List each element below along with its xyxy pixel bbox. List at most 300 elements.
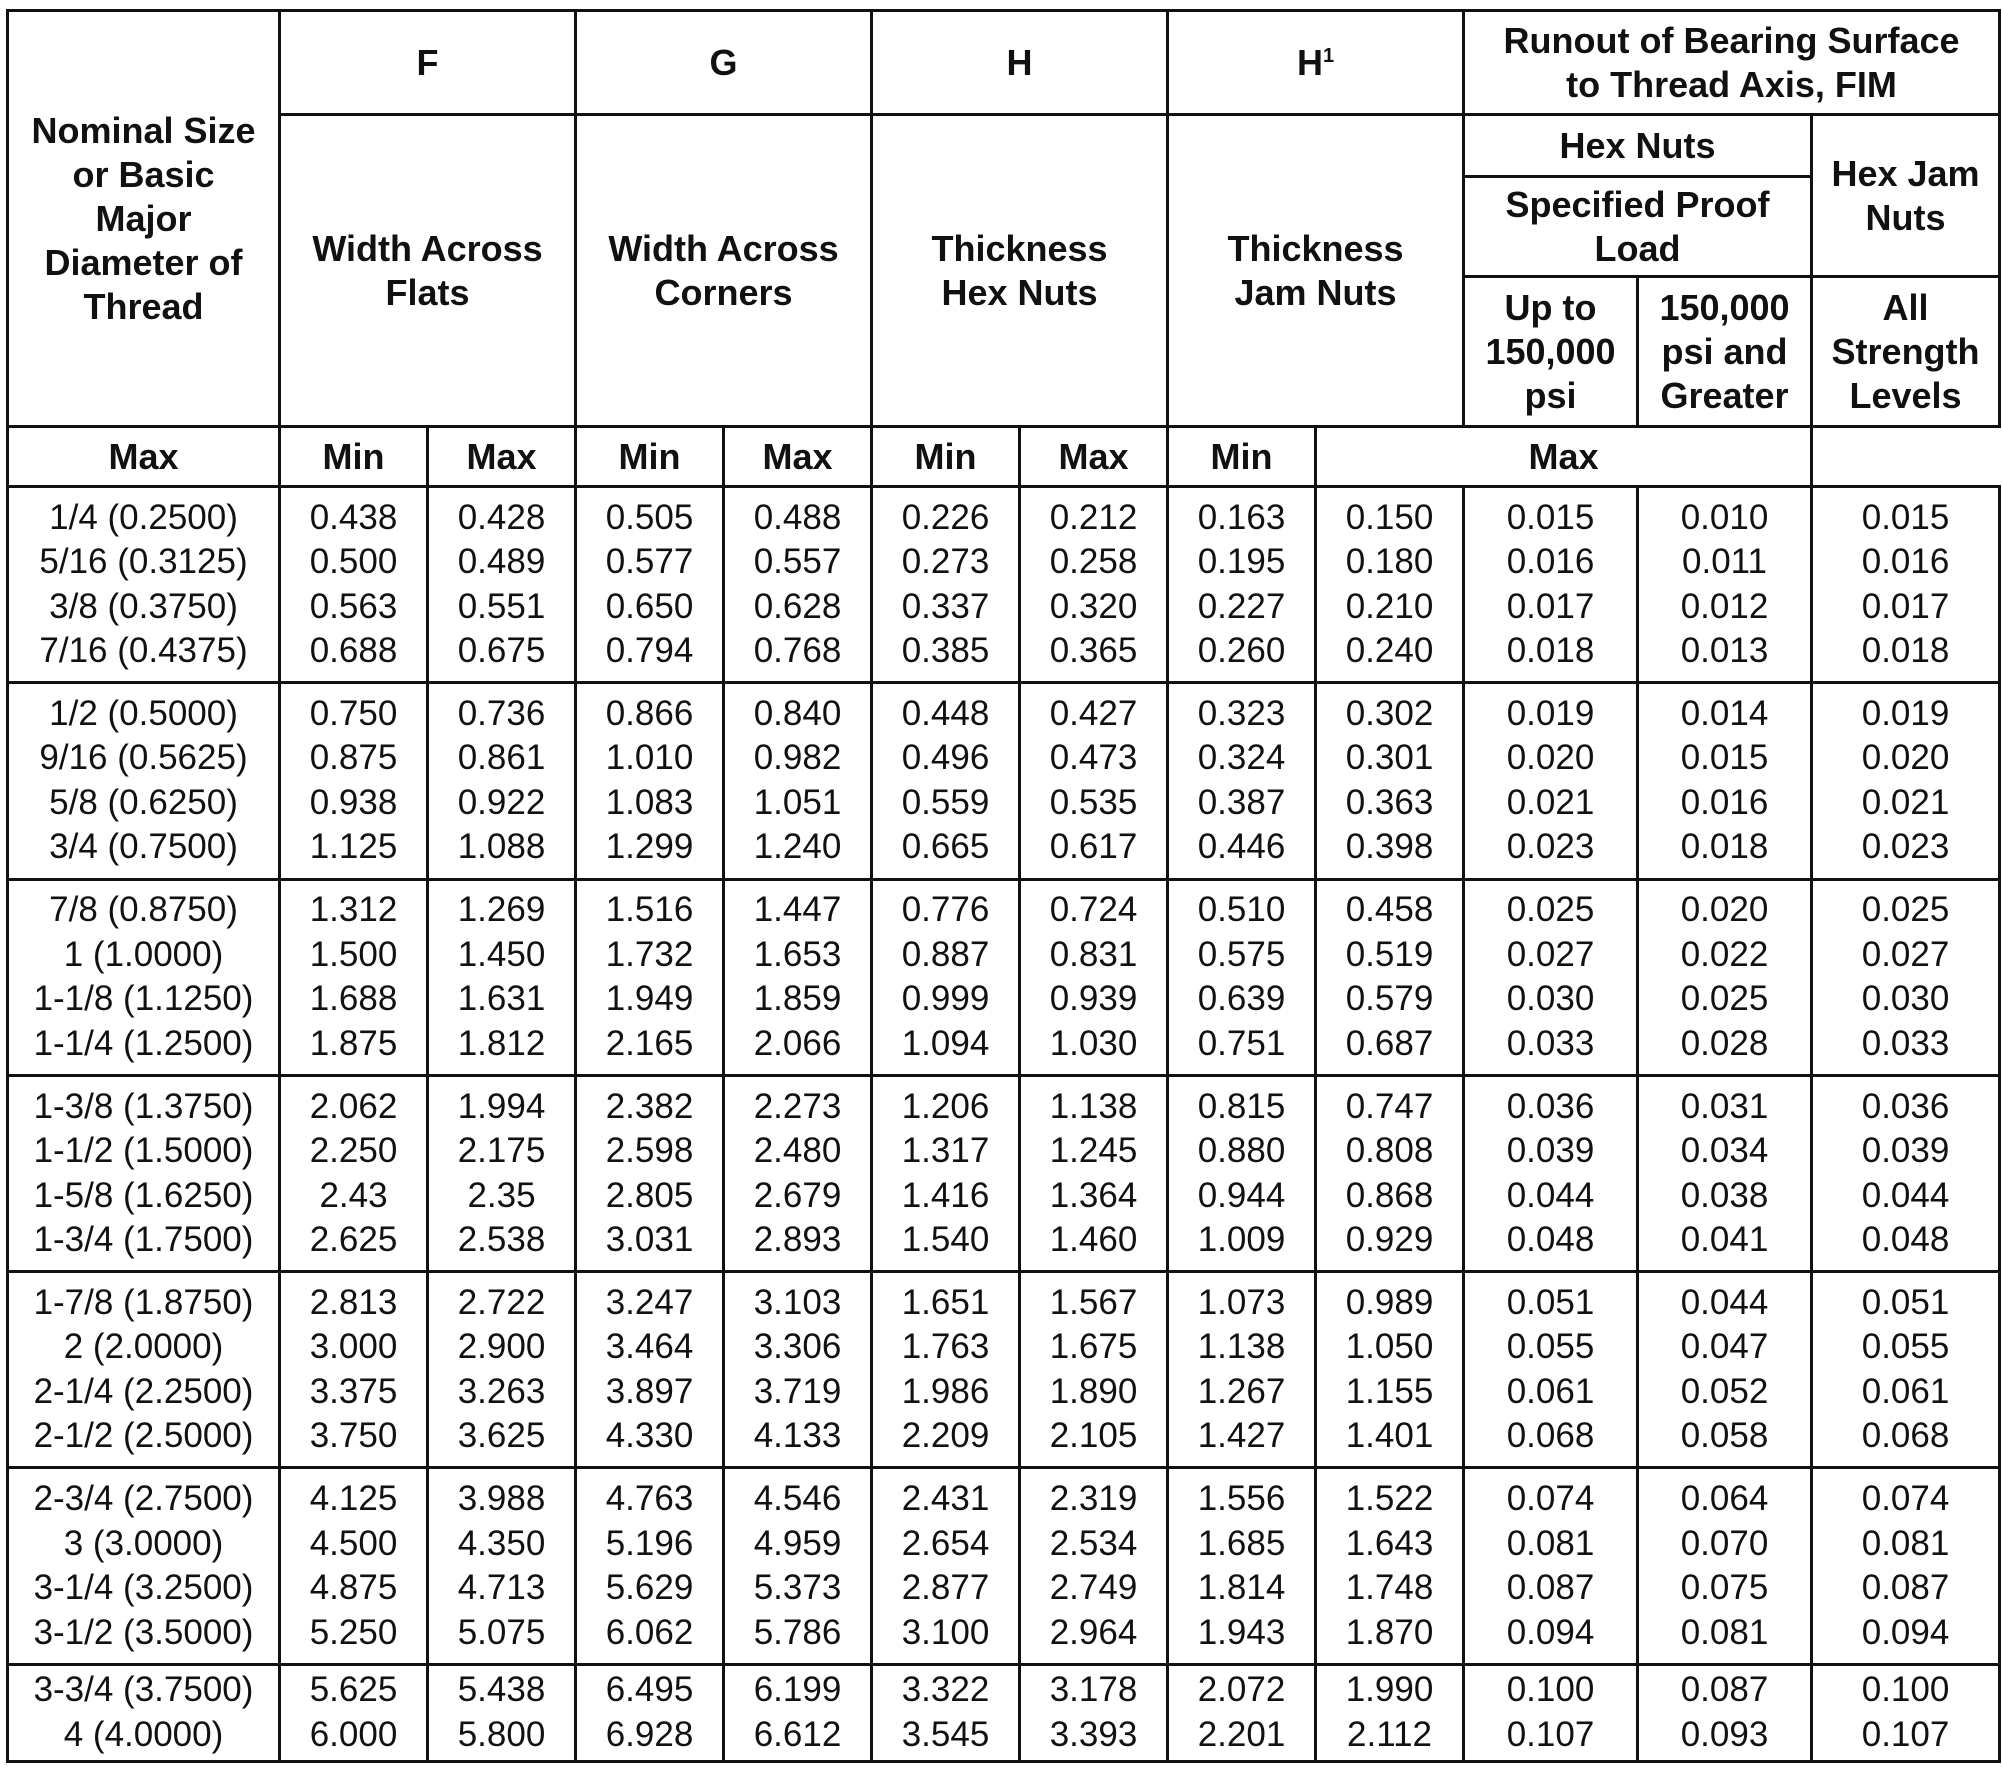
dimension-value: 0.675	[457, 631, 546, 671]
dimension-value: 0.100	[1506, 1670, 1595, 1710]
footnote-marker: 1	[1322, 44, 1335, 67]
dimension-value: 0.075	[1680, 1568, 1769, 1608]
dimension-value: 1.748	[1345, 1568, 1434, 1608]
dimension-value: 1.125	[309, 827, 398, 867]
dimension-value: 6.000	[309, 1714, 398, 1754]
run-jam-cell	[1812, 487, 2000, 683]
dimension-value: 4.500	[309, 1523, 398, 1563]
nominal-size-value: 7/8 (0.8750)	[49, 890, 238, 930]
dimension-value: 0.473	[1049, 738, 1138, 778]
width-across-corners-header: Width Across Corners	[576, 115, 872, 427]
nominal-size-value: 1-1/2 (1.5000)	[33, 1131, 254, 1171]
dimension-value: 5.438	[457, 1670, 546, 1710]
h1-min-cell	[1316, 683, 1464, 879]
dimension-value: 5.250	[309, 1612, 398, 1652]
dimension-value: 0.016	[1861, 542, 1950, 582]
dimension-value: 1.051	[753, 782, 842, 822]
dimension-value: 0.025	[1861, 890, 1950, 930]
nominal-size-cell	[8, 487, 280, 683]
dimension-value: 0.617	[1049, 827, 1138, 867]
dimension-value: 0.724	[1049, 890, 1138, 930]
h-max-cell	[872, 683, 1020, 879]
specified-proof-load-header: Specified Proof Load	[1464, 177, 1812, 277]
h-min-cell	[1020, 1468, 1168, 1664]
h1-max-header: Max	[1020, 427, 1168, 487]
dimension-value: 3.000	[309, 1327, 398, 1367]
dimension-value: 2.175	[457, 1131, 546, 1171]
dimension-value: 2.749	[1049, 1568, 1138, 1608]
dimension-value: 6.062	[605, 1612, 694, 1652]
h1-min-header: Min	[1168, 427, 1316, 487]
g-min-header: Min	[576, 427, 724, 487]
g-min-cell	[724, 1272, 872, 1468]
dimension-value: 1.631	[457, 979, 546, 1019]
h1-min-cell	[1316, 1075, 1464, 1271]
dimension-value: 1.269	[457, 890, 546, 930]
dimension-value: 0.500	[309, 542, 398, 582]
dimension-value: 0.061	[1506, 1371, 1595, 1411]
dimension-value: 0.030	[1861, 979, 1950, 1019]
f-max-header: Max	[8, 427, 280, 487]
dimension-value: 0.226	[901, 497, 990, 537]
dimension-value: 0.747	[1345, 1086, 1434, 1126]
dimension-value: 0.273	[901, 542, 990, 582]
dimension-value: 1.994	[457, 1086, 546, 1126]
nominal-size-value: 3-1/4 (3.2500)	[33, 1568, 254, 1608]
run-150k-cell	[1638, 1664, 1812, 1761]
dimension-value: 1.299	[605, 827, 694, 867]
dimension-value: 0.535	[1049, 782, 1138, 822]
dimension-value: 1.427	[1197, 1416, 1286, 1456]
dimension-value: 0.489	[457, 542, 546, 582]
dimension-value: 6.928	[605, 1714, 694, 1754]
dimension-value: 1.986	[901, 1371, 990, 1411]
run-up-to-cell	[1464, 683, 1638, 879]
nominal-size-value: 3/4 (0.7500)	[49, 827, 238, 867]
dimension-value: 1.138	[1049, 1086, 1138, 1126]
h-min-cell	[1020, 1664, 1168, 1761]
dimension-value: 0.768	[753, 631, 842, 671]
dimension-value: 0.021	[1506, 782, 1595, 822]
dimension-value: 5.625	[309, 1670, 398, 1710]
dimension-value: 0.068	[1861, 1416, 1950, 1456]
dimension-value: 0.094	[1861, 1612, 1950, 1652]
dimension-value: 2.654	[901, 1523, 990, 1563]
dimension-value: 0.015	[1506, 497, 1595, 537]
dimension-value: 0.875	[309, 738, 398, 778]
h-min-cell	[1020, 683, 1168, 879]
dimension-value: 0.665	[901, 827, 990, 867]
dimension-value: 0.020	[1680, 890, 1769, 930]
f-min-cell	[428, 683, 576, 879]
dimension-value: 0.880	[1197, 1131, 1286, 1171]
dimension-value: 0.010	[1680, 497, 1769, 537]
run-150k-cell	[1638, 487, 1812, 683]
dimension-value: 0.260	[1197, 631, 1286, 671]
dimension-value: 0.519	[1345, 934, 1434, 974]
dimension-value: 2.382	[605, 1086, 694, 1126]
h-min-header: Min	[872, 427, 1020, 487]
dimension-value: 4.350	[457, 1523, 546, 1563]
nominal-size-value: 9/16 (0.5625)	[39, 738, 248, 778]
thickness-jam-nuts-header: Thickness Jam Nuts	[1168, 115, 1464, 427]
dimension-value: 1.401	[1345, 1416, 1434, 1456]
nominal-size-cell	[8, 1664, 280, 1761]
dimension-value: 4.713	[457, 1568, 546, 1608]
dimension-value: 0.019	[1861, 693, 1950, 733]
dimension-value: 3.375	[309, 1371, 398, 1411]
dimension-value: 2.625	[309, 1220, 398, 1260]
dimension-value: 0.033	[1506, 1023, 1595, 1063]
dimension-value: 4.959	[753, 1523, 842, 1563]
h-min-cell	[1020, 487, 1168, 683]
dimension-value: 0.365	[1049, 631, 1138, 671]
dimension-value: 0.021	[1861, 782, 1950, 822]
run-150k-cell	[1638, 1468, 1812, 1664]
dimension-value: 0.081	[1506, 1523, 1595, 1563]
dimension-value: 0.840	[753, 693, 842, 733]
dimension-value: 0.017	[1506, 586, 1595, 626]
dimension-value: 3.322	[901, 1670, 990, 1710]
dimension-value: 2.722	[457, 1282, 546, 1322]
dimension-value: 2.112	[1347, 1714, 1433, 1754]
dimension-value: 1.240	[753, 827, 842, 867]
dimension-value: 1.009	[1197, 1220, 1286, 1260]
dimension-value: 1.675	[1049, 1327, 1138, 1367]
up-to-150k-header: Up to 150,000 psi	[1464, 277, 1638, 427]
run-up-to-cell	[1464, 1075, 1638, 1271]
nominal-size-value: 1-3/8 (1.3750)	[33, 1086, 254, 1126]
dimension-value: 0.639	[1197, 979, 1286, 1019]
dimension-value: 0.025	[1506, 890, 1595, 930]
dimension-value: 0.302	[1345, 693, 1434, 733]
dimension-value: 0.210	[1345, 586, 1434, 626]
h-max-cell	[872, 1272, 1020, 1468]
dimension-value: 3.247	[605, 1282, 694, 1322]
run-150k-cell	[1638, 1075, 1812, 1271]
dimension-value: 4.125	[309, 1479, 398, 1519]
dimension-value: 0.055	[1861, 1327, 1950, 1367]
table-row-group	[8, 487, 2000, 683]
dimension-value: 2.598	[605, 1131, 694, 1171]
dimension-value: 0.020	[1506, 738, 1595, 778]
dimension-value: 0.808	[1345, 1131, 1434, 1171]
dimension-value: 0.363	[1345, 782, 1434, 822]
f-min-cell	[428, 1075, 576, 1271]
dimension-value: 1.949	[605, 979, 694, 1019]
g-min-cell	[724, 879, 872, 1075]
dimension-value: 0.939	[1049, 979, 1138, 1019]
dimension-value: 0.047	[1680, 1327, 1769, 1367]
dimension-value: 0.034	[1680, 1131, 1769, 1171]
dimension-value: 3.625	[457, 1416, 546, 1456]
dimension-value: 2.893	[753, 1220, 842, 1260]
dimension-value: 0.018	[1680, 827, 1769, 867]
dimension-value: 0.023	[1861, 827, 1950, 867]
nominal-size-value: 2-3/4 (2.7500)	[33, 1479, 254, 1519]
dimension-value: 0.017	[1861, 586, 1950, 626]
runout-max-header: Max	[1316, 427, 1812, 487]
dimension-value: 0.750	[309, 693, 398, 733]
dimension-value: 0.736	[457, 693, 546, 733]
nominal-size-cell	[8, 1075, 280, 1271]
dimension-value: 2.165	[605, 1023, 694, 1063]
dimension-value: 0.087	[1506, 1568, 1595, 1608]
nominal-size-value: 7/16 (0.4375)	[39, 631, 248, 671]
dimension-value: 2.319	[1049, 1479, 1138, 1519]
dimension-value: 0.030	[1506, 979, 1595, 1019]
dimension-value: 0.563	[309, 586, 398, 626]
h-min-cell	[1020, 1272, 1168, 1468]
dimension-value: 0.044	[1506, 1175, 1595, 1215]
dimension-value: 1.812	[457, 1023, 546, 1063]
nominal-size-value: 2 (2.0000)	[63, 1327, 224, 1367]
dimension-value: 0.999	[901, 979, 990, 1019]
dimension-value: 1.245	[1049, 1131, 1138, 1171]
dimension-value: 0.150	[1345, 497, 1434, 537]
dimension-value: 2.250	[309, 1131, 398, 1171]
dimension-value: 0.496	[901, 738, 990, 778]
dimension-value: 0.557	[753, 542, 842, 582]
dimension-value: 4.133	[753, 1416, 842, 1456]
dimension-value: 1.870	[1345, 1612, 1434, 1652]
h1-max-cell	[1168, 1075, 1316, 1271]
width-across-flats-header: Width Across Flats	[280, 115, 576, 427]
dimension-value: 1.688	[309, 979, 398, 1019]
nominal-size-cell	[8, 683, 280, 879]
col-h1-letter: $H^1$	[1168, 11, 1464, 115]
dimension-value: 3.719	[753, 1371, 842, 1411]
dimension-value: 0.438	[309, 497, 398, 537]
dimension-value: 0.020	[1861, 738, 1950, 778]
nominal-size-value: 5/16 (0.3125)	[39, 542, 248, 582]
dimension-value: 0.195	[1197, 542, 1286, 582]
dimension-value: 0.227	[1197, 586, 1286, 626]
dimension-value: 0.579	[1345, 979, 1434, 1019]
f-max-cell	[280, 1468, 428, 1664]
dimension-value: 1.460	[1049, 1220, 1138, 1260]
nut-dimensions-table	[6, 9, 2001, 1763]
run-jam-cell	[1812, 1468, 2000, 1664]
dimension-value: 1.556	[1197, 1479, 1286, 1519]
dimension-value: 1.030	[1049, 1023, 1138, 1063]
f-min-cell	[428, 1468, 576, 1664]
table-header	[8, 11, 2000, 487]
g-min-cell	[724, 683, 872, 879]
nominal-size-value: 2-1/4 (2.2500)	[33, 1371, 254, 1411]
dimension-value: 0.058	[1680, 1416, 1769, 1456]
h-min-cell	[1020, 879, 1168, 1075]
h1-max-cell	[1168, 487, 1316, 683]
hex-nuts-header: Hex Nuts	[1464, 115, 1812, 177]
f-max-cell	[280, 1272, 428, 1468]
g-min-cell	[724, 487, 872, 683]
dimension-value: 0.510	[1197, 890, 1286, 930]
dimension-value: 0.488	[753, 497, 842, 537]
dimension-value: 0.385	[901, 631, 990, 671]
dimension-value: 0.055	[1506, 1327, 1595, 1367]
nominal-size-cell	[8, 879, 280, 1075]
dimension-value: 1.312	[309, 890, 398, 930]
run-150k-cell	[1638, 879, 1812, 1075]
nominal-size-value: 3-3/4 (3.7500)	[33, 1670, 254, 1710]
nominal-size-value: 1/4 (0.2500)	[49, 497, 238, 537]
dimension-value: 4.330	[605, 1416, 694, 1456]
g-max-cell	[576, 1664, 724, 1761]
dimension-value: 0.551	[457, 586, 546, 626]
col-g-letter: G	[576, 11, 872, 115]
nominal-size-cell	[8, 1468, 280, 1664]
dimension-value: 1.073	[1197, 1282, 1286, 1322]
dimension-value: 0.044	[1680, 1282, 1769, 1322]
dimension-value: 0.929	[1345, 1220, 1434, 1260]
dimension-value: 1.416	[901, 1175, 990, 1215]
dimension-value: 2.805	[605, 1175, 694, 1215]
run-jam-cell	[1812, 1075, 2000, 1271]
hex-jam-nuts-header: Hex Jam Nuts	[1812, 115, 2000, 277]
dimension-value: 1.317	[901, 1131, 990, 1171]
dimension-value: 5.629	[605, 1568, 694, 1608]
all-strength-levels-header: All Strength Levels	[1812, 277, 2000, 427]
run-up-to-cell	[1464, 1468, 1638, 1664]
thickness-hex-nuts-header: Thickness Hex Nuts	[872, 115, 1168, 427]
dimension-value: 3.031	[605, 1220, 694, 1260]
nominal-size-value: 3-1/2 (3.5000)	[33, 1612, 254, 1652]
dimension-value: 3.464	[605, 1327, 694, 1367]
h1-min-cell	[1316, 1468, 1464, 1664]
nominal-size-header: Nominal Size or Basic Major Diameter of Thread	[8, 11, 280, 427]
dimension-value: 2.273	[753, 1086, 842, 1126]
h-max-cell	[872, 487, 1020, 683]
dimension-value: 2.679	[753, 1175, 842, 1215]
h1-min-cell	[1316, 1664, 1464, 1761]
dimension-value: 5.196	[605, 1523, 694, 1563]
dimension-value: 0.577	[605, 542, 694, 582]
dimension-value: 0.016	[1680, 782, 1769, 822]
dimension-value: 2.062	[309, 1086, 398, 1126]
nominal-size-value: 3 (3.0000)	[63, 1523, 224, 1563]
dimension-value: 2.964	[1049, 1612, 1138, 1652]
dimension-value: 0.013	[1680, 631, 1769, 671]
g-min-cell	[724, 1468, 872, 1664]
dimension-value: 0.337	[901, 586, 990, 626]
dimension-value: 0.100	[1861, 1670, 1950, 1710]
nominal-size-value: 1-1/8 (1.1250)	[33, 979, 254, 1019]
dimension-value: 0.868	[1345, 1175, 1434, 1215]
dimension-value: 3.393	[1049, 1714, 1138, 1754]
f-max-cell	[280, 1075, 428, 1271]
dimension-value: 5.373	[753, 1568, 842, 1608]
dimension-value: 0.887	[901, 934, 990, 974]
dimension-value: 0.505	[605, 497, 694, 537]
dimension-value: 1.540	[901, 1220, 990, 1260]
g-max-cell	[576, 487, 724, 683]
dimension-value: 0.776	[901, 890, 990, 930]
dimension-value: 0.033	[1861, 1023, 1950, 1063]
dimension-value: 6.612	[753, 1714, 842, 1754]
dimension-value: 2.072	[1197, 1670, 1286, 1710]
nominal-size-value: 5/8 (0.6250)	[49, 782, 238, 822]
dimension-value: 2.105	[1049, 1416, 1138, 1456]
dimension-value: 5.800	[457, 1714, 546, 1754]
dimension-value: 3.263	[457, 1371, 546, 1411]
run-up-to-cell	[1464, 487, 1638, 683]
dimension-value: 1.814	[1197, 1568, 1286, 1608]
dimension-value: 1.206	[901, 1086, 990, 1126]
dimension-value: 0.027	[1861, 934, 1950, 974]
dimension-value: 0.018	[1506, 631, 1595, 671]
run-jam-cell	[1812, 1272, 2000, 1468]
run-up-to-cell	[1464, 1272, 1638, 1468]
dimension-value: 1.364	[1049, 1175, 1138, 1215]
g-max-cell	[576, 1468, 724, 1664]
dimension-value: 0.036	[1506, 1086, 1595, 1126]
dimension-value: 0.023	[1506, 827, 1595, 867]
dimension-value: 1.155	[1345, 1371, 1434, 1411]
nominal-size-value: 1 (1.0000)	[63, 934, 224, 974]
dimension-value: 0.559	[901, 782, 990, 822]
dimension-value: 2.900	[457, 1327, 546, 1367]
dimension-value: 0.323	[1197, 693, 1286, 733]
dimension-value: 0.052	[1680, 1371, 1769, 1411]
f-max-cell	[280, 683, 428, 879]
dimension-value: 3.988	[457, 1479, 546, 1519]
dimension-value: 6.495	[605, 1670, 694, 1710]
dimension-value: 3.545	[901, 1714, 990, 1754]
dimension-value: 3.897	[605, 1371, 694, 1411]
dimension-value: 4.546	[753, 1479, 842, 1519]
h1-min-cell	[1316, 1272, 1464, 1468]
dimension-value: 0.093	[1680, 1714, 1769, 1754]
dimension-value: 1.050	[1345, 1327, 1434, 1367]
dimension-value: 2.538	[457, 1220, 546, 1260]
runout-header: Runout of Bearing Surface to Thread Axis, FIM	[1464, 11, 2000, 115]
dimension-value: 0.922	[457, 782, 546, 822]
f-min-cell	[428, 879, 576, 1075]
dimension-value: 0.012	[1680, 586, 1769, 626]
h1-min-cell	[1316, 487, 1464, 683]
f-max-cell	[280, 487, 428, 683]
dimension-value: 0.036	[1861, 1086, 1950, 1126]
dimension-value: 6.199	[753, 1670, 842, 1710]
dimension-value: 0.070	[1680, 1523, 1769, 1563]
h1-max-cell	[1168, 879, 1316, 1075]
dimension-value: 0.831	[1049, 934, 1138, 974]
dimension-value: 0.866	[605, 693, 694, 733]
dimension-value: 0.087	[1680, 1670, 1769, 1710]
f-min-cell	[428, 1664, 576, 1761]
dimension-value: 0.107	[1506, 1714, 1595, 1754]
dimension-value: 0.212	[1049, 497, 1138, 537]
dimension-value: 0.048	[1861, 1220, 1950, 1260]
g-min-cell	[724, 1664, 872, 1761]
dimension-value: 0.446	[1197, 827, 1286, 867]
dimension-value: 1.567	[1049, 1282, 1138, 1322]
dimension-value: 1.990	[1345, 1670, 1434, 1710]
dimension-value: 1.010	[605, 738, 694, 778]
dimension-value: 0.064	[1680, 1479, 1769, 1519]
dimension-value: 0.028	[1680, 1023, 1769, 1063]
dimension-value: 2.813	[309, 1282, 398, 1322]
dimension-value: 0.458	[1345, 890, 1434, 930]
dimension-value: 0.794	[605, 631, 694, 671]
run-up-to-cell	[1464, 1664, 1638, 1761]
nominal-size-value: 1-5/8 (1.6250)	[33, 1175, 254, 1215]
dimension-value: 1.653	[753, 934, 842, 974]
dimension-value: 0.027	[1506, 934, 1595, 974]
dimension-value: 0.107	[1861, 1714, 1950, 1754]
dimension-value: 0.081	[1680, 1612, 1769, 1652]
